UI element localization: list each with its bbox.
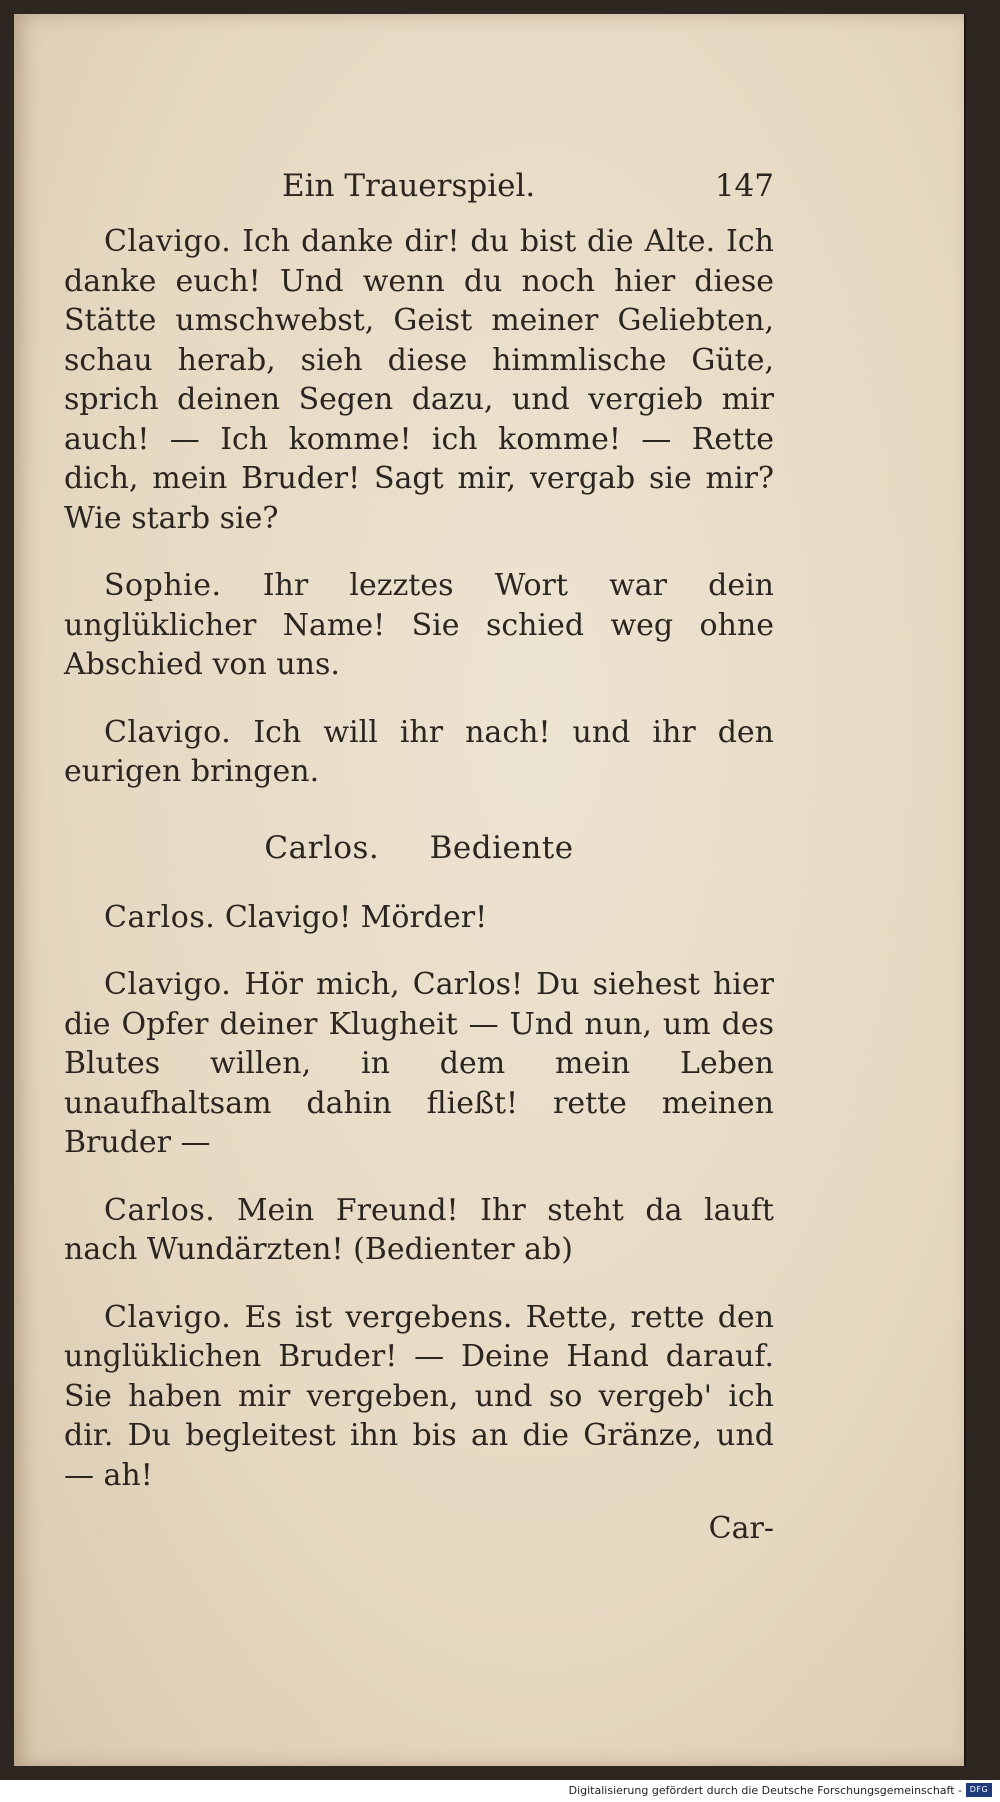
scene-heading: Carlos. Bediente <box>264 829 574 866</box>
speech-paragraph <box>64 965 774 1163</box>
running-title: Ein Trauerspiel. <box>282 168 536 204</box>
speech-text: Ich will ihr nach! und ihr den eurigen bringen. <box>64 714 774 789</box>
catchword: Car- <box>708 1511 774 1546</box>
speech-paragraph <box>64 222 774 538</box>
speaker-name: Clavigo. <box>104 224 232 259</box>
speech-text: Ich danke dir! du bist die Alte. Ich danke euch! Und wenn du noch hier diese Stätte umschwebst, Geist meiner Geliebten, schau herab, sieh diese himmlische Güte, sprich deinen Segen dazu, und vergieb mir auch! — Ich komme! ich komme! — Rette dich, mein Bruder! Sagt mir, vergab sie mir? Wie starb sie? <box>64 224 774 536</box>
funding-note: Digitalisierung gefördert durch die Deutsche Forschungsgemeinschaft - <box>568 1784 962 1797</box>
speech-text: Hör mich, Carlos! Du siehest hier die Opfer deiner Klugheit — Und nun, um des Blutes willen, in dem mein Leben unaufhaltsam dahin fließt! rette meinen Bruder — <box>64 967 774 1160</box>
speech-text: Clavigo! Mörder! <box>224 899 488 935</box>
dfg-logo: DFG <box>966 1783 992 1797</box>
speech-text: Mein Freund! Ihr steht da lauft nach Wundärzten! (Bedienter ab) <box>64 1192 774 1267</box>
speaker-name: Sophie. <box>104 568 222 603</box>
speaker-name: Clavigo. <box>104 714 232 750</box>
speaker-name: Carlos. <box>104 1192 216 1228</box>
speech-paragraph <box>64 1191 774 1270</box>
book-page <box>14 14 966 1766</box>
speech-paragraph <box>64 1298 774 1496</box>
speaker-name: Clavigo. <box>104 1299 232 1335</box>
speaker-name: Carlos. <box>104 899 216 935</box>
footer-bar <box>0 1780 1000 1802</box>
speaker-name: Clavigo. <box>104 967 232 1002</box>
speech-paragraph <box>64 566 774 685</box>
text-block <box>64 164 774 1549</box>
speech-text: Es ist vergebens. Rette, rette den unglüklichen Bruder! — Deine Hand darauf. Sie haben mir vergeben, und so vergeb' ich dir. Du begleitest ihn bis an die Gränze, und — ah! <box>64 1299 774 1493</box>
speech-paragraph <box>64 713 774 792</box>
running-head <box>64 164 774 208</box>
speech-paragraph <box>64 898 774 938</box>
speech-text: Ihr lezztes Wort war dein unglüklicher Name! Sie schied weg ohne Abschied von uns. <box>64 568 774 682</box>
page-number: 147 <box>714 168 774 204</box>
